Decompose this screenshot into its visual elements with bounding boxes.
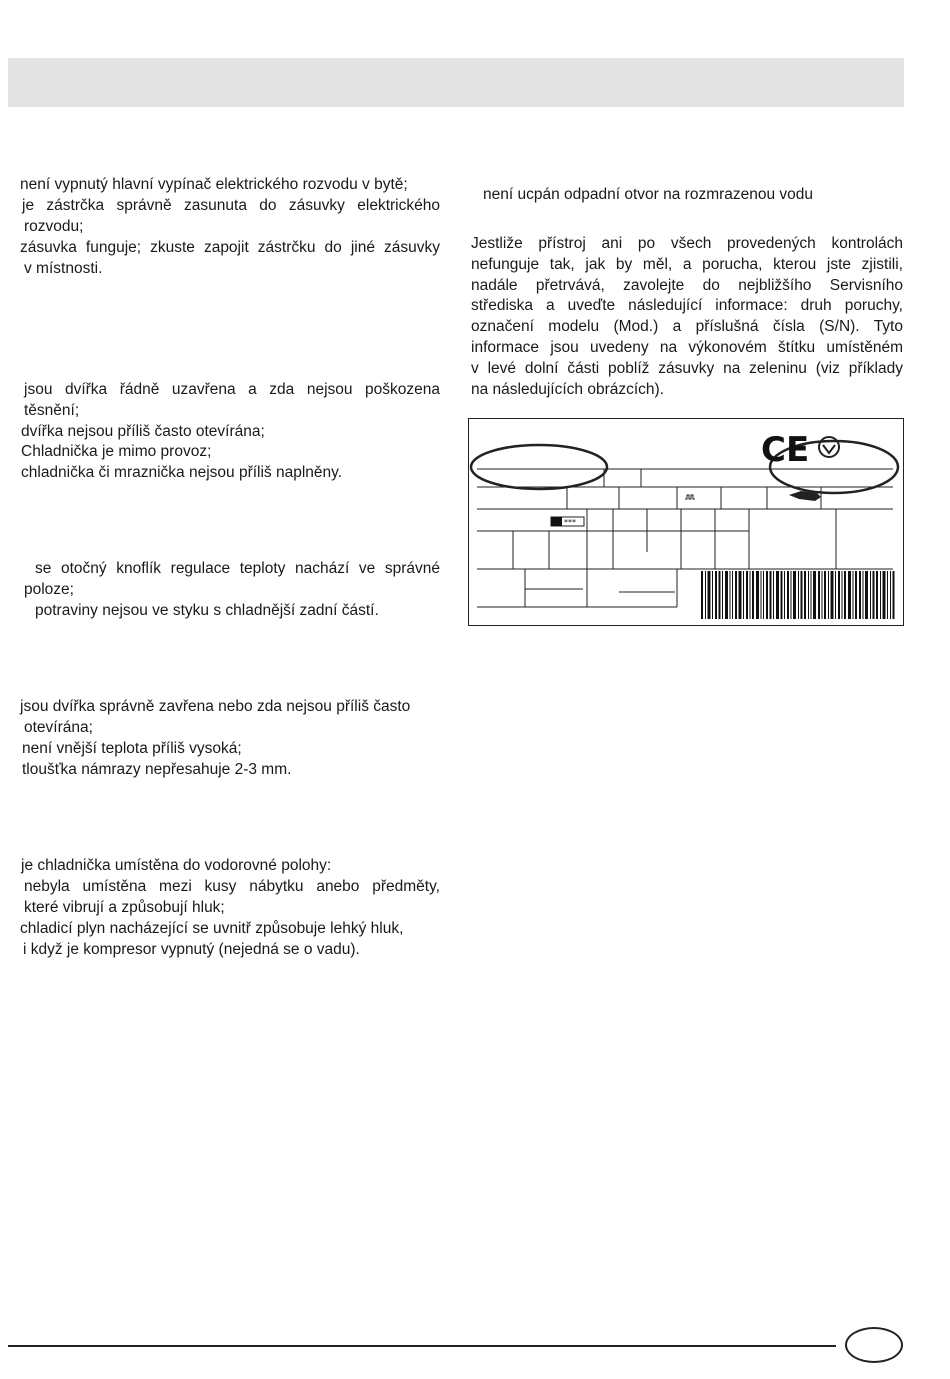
check-line: rozvodu; — [24, 218, 84, 235]
check-line: se otočný knoflík regulace teploty nachází ve správné — [35, 560, 440, 577]
check-line: chladicí plyn nacházející se uvnitř způsobuje lehký hluk, — [20, 920, 404, 937]
check-line: je chladnička umístěna do vodorovné polohy: — [21, 857, 332, 874]
barcode-icon — [701, 571, 895, 619]
ce-mark-icon: CE — [761, 430, 810, 470]
footer-rule — [8, 1345, 836, 1347]
paragraph-line: střediska a uveďte následující informace: druh poruchy, — [471, 297, 903, 315]
check-line: které vibrují a způsobují hluk; — [24, 899, 225, 916]
check-line: nebyla umístěna mezi kusy nábytku anebo předměty, — [24, 878, 440, 895]
check-line: není vypnutý hlavní vypínač elektrického rozvodu v bytě; — [20, 176, 408, 193]
check-line: zásuvka funguje; zkuste zapojit zástrčku do jiné zásuvky — [20, 239, 440, 256]
check-line: těsnění; — [24, 402, 80, 419]
paragraph-line: na následujících obrázcích). — [471, 380, 664, 398]
freezer-star-icon — [551, 517, 584, 527]
check-line: i když je kompresor vypnutý (nejedná se o vadu). — [23, 941, 360, 958]
check-line: jsou dvířka správně zavřena nebo zda nejsou příliš často — [20, 698, 411, 715]
paragraph-line: nadále přetrvává, zavolejte do nejbližšího Servisního — [471, 276, 903, 294]
check-line: v místnosti. — [24, 260, 103, 277]
check-line: chladnička či mraznička nejsou příliš naplněny. — [21, 464, 343, 481]
rating-label-illustration — [468, 418, 904, 626]
check-line: poloze; — [24, 581, 74, 598]
check-line: otevírána; — [24, 719, 93, 736]
check-line: jsou dvířka řádně uzavřena a zda nejsou poškozena — [24, 381, 440, 398]
check-line: dvířka nejsou příliš často otevírána; — [21, 423, 265, 440]
paragraph-line: v levé dolní části poblíž zásuvky na zeleninu (viz příklady — [471, 359, 903, 377]
check-line: není vnější teplota příliš vysoká; — [22, 740, 242, 757]
svg-text:***: *** — [564, 518, 576, 527]
header-band — [8, 58, 904, 107]
paragraph-line: označení modelu (Mod.) a příslušná čísla (S/N). Tyto — [471, 318, 903, 336]
rating-label-drawing — [469, 419, 903, 625]
check-line: tloušťka námrazy nepřesahuje 2-3 mm. — [22, 761, 292, 778]
paragraph-line: Jestliže přístroj ani po všech provedených kontrolách — [471, 235, 903, 252]
page-number-oval — [845, 1327, 903, 1363]
drain-check-line: není ucpán odpadní otvor na rozmrazenou vodu — [483, 186, 814, 203]
paragraph-line: nefunguje tak, jak by měl, a porucha, kterou jste zjistili, — [471, 255, 903, 273]
check-line: potraviny nejsou ve styku s chladnější zadní částí. — [35, 602, 379, 619]
paragraph-line: informace jsou uvedeny na výkonovém štítku umístěném — [471, 338, 903, 356]
check-line: Chladnička je mimo provoz; — [21, 443, 212, 460]
check-line: je zástrčka správně zasunuta do zásuvky elektrického — [22, 197, 440, 214]
service-paragraph — [471, 234, 903, 400]
highlight-oval-model — [471, 445, 607, 489]
power-symbol-icon — [685, 495, 695, 499]
